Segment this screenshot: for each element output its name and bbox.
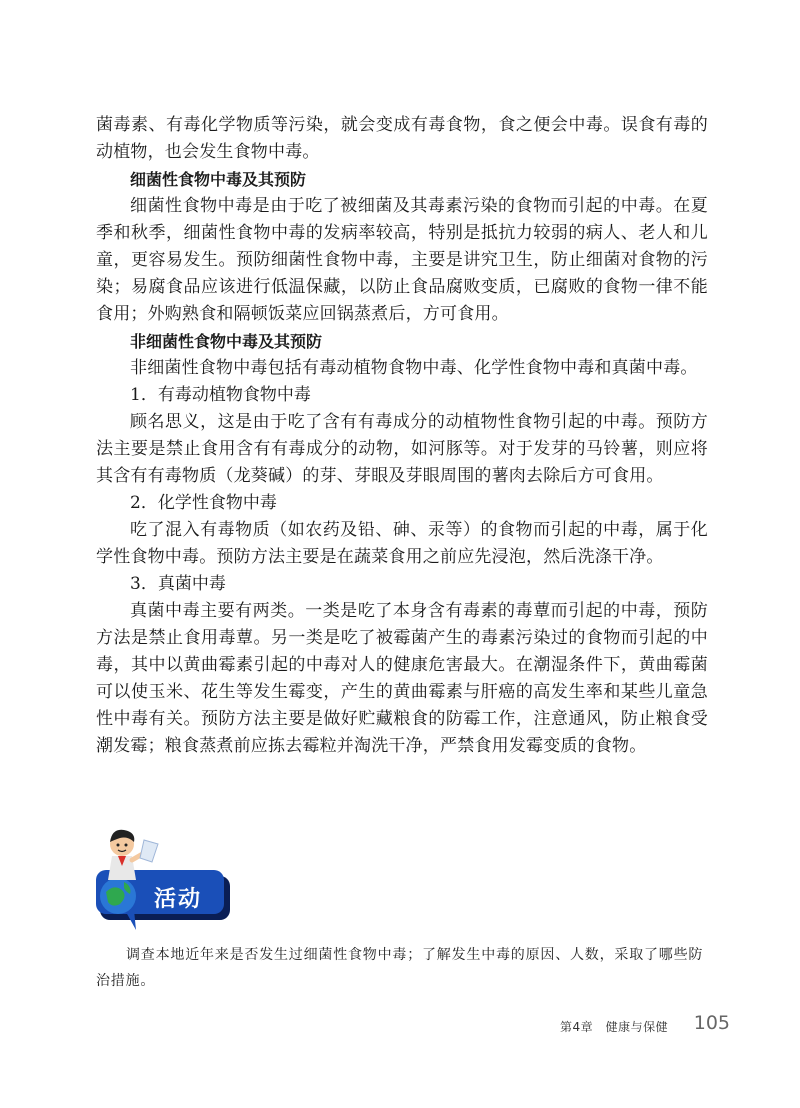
- paragraph-non-bacterial: 非细菌性食物中毒包括有毒动植物食物中毒、化学性食物中毒和真菌中毒。: [130, 358, 698, 378]
- paragraph-chemical: 吃了混入有毒物质（如农药及铅、砷、汞等）的食物而引起的中毒，属于化学性食物中毒。预防方法主要是在蔬菜食用之前应先浸泡，然后洗涤干净。: [96, 520, 708, 567]
- page-footer: [560, 1012, 740, 1038]
- paragraph-fungal: 真菌中毒主要有两类。一类是吃了本身含有毒素的毒蕈而引起的中毒，预防方法是禁止食用毒蕈。另一类是吃了被霉菌产生的毒素污染过的食物而引起的中毒，其中以黄曲霉素引起的中毒对人的健康危害最大。在潮湿条件下，黄曲霉菌可以使玉米、花生等发生霉变，产生的黄曲霉素与肝癌的高发生率和某些儿童急性中毒有关。预防方法主要是做好贮藏粮食的防霉工作，注意通风，防止粮食受潮发霉；粮食蒸煮前应拣去霉粒并淘洗干净，严禁食用发霉变质的食物。: [96, 601, 708, 756]
- section-heading-non-bacterial: 非细菌性食物中毒及其预防: [130, 332, 323, 351]
- subheading-chemical: 2．化学性食物中毒: [130, 493, 277, 513]
- paragraph-bacterial: 细菌性食物中毒是由于吃了被细菌及其毒素污染的食物而引起的中毒。在夏季和秋季，细菌性食物中毒的发病率较高，特别是抵抗力较弱的病人、老人和儿童，更容易发生。预防细菌性食物中毒，主要是讲究卫生，防止细菌对食物的污染；易腐食品应该进行低温保藏，以防止食品腐败变质，已腐败的食物一律不能食用；外购熟食和隔顿饭菜应回锅蒸煮后，方可食用。: [96, 196, 708, 324]
- intro-paragraph: 菌毒素、有毒化学物质等污染，就会变成有毒食物，食之便会中毒。误食有毒的动植物，也会发生食物中毒。: [96, 115, 708, 162]
- activity-banner: [96, 822, 256, 932]
- activity-label: 活动: [154, 887, 203, 912]
- activity-description: 调查本地近年来是否发生过细菌性食物中毒；了解发生中毒的原因、人数，采取了哪些防治措施。: [96, 947, 704, 989]
- page-number: 105: [693, 1012, 730, 1034]
- chapter-label: 第4章 健康与保健: [560, 1020, 669, 1034]
- subheading-animal-plant: 1．有毒动植物食物中毒: [130, 385, 311, 405]
- section-heading-bacterial: 细菌性食物中毒及其预防: [130, 170, 307, 189]
- page-body: [96, 112, 708, 760]
- activity-mascot-icon: [96, 822, 256, 932]
- subheading-fungal: 3．真菌中毒: [130, 574, 226, 594]
- paragraph-animal-plant: 顾名思义，这是由于吃了含有有毒成分的动植物性食物引起的中毒。预防方法主要是禁止食用含有有毒成分的动物，如河豚等。对于发芽的马铃薯，则应将其含有有毒物质（龙葵碱）的芽、芽眼及芽眼周围的薯肉去除后方可食用。: [96, 412, 708, 486]
